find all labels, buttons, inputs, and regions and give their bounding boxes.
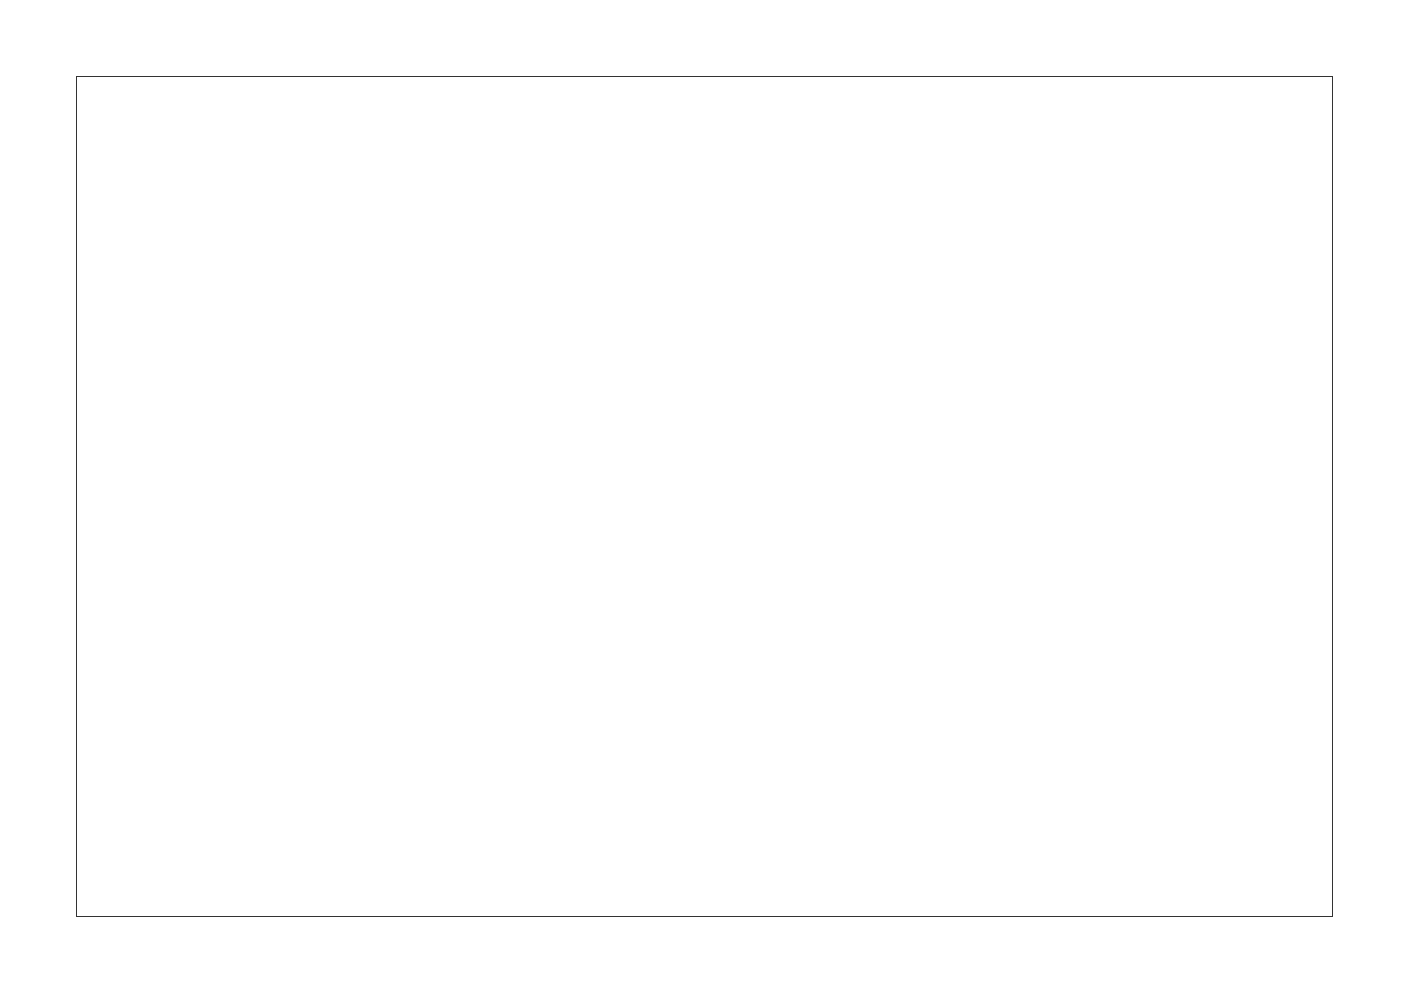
calendar-grid [76,76,1333,917]
